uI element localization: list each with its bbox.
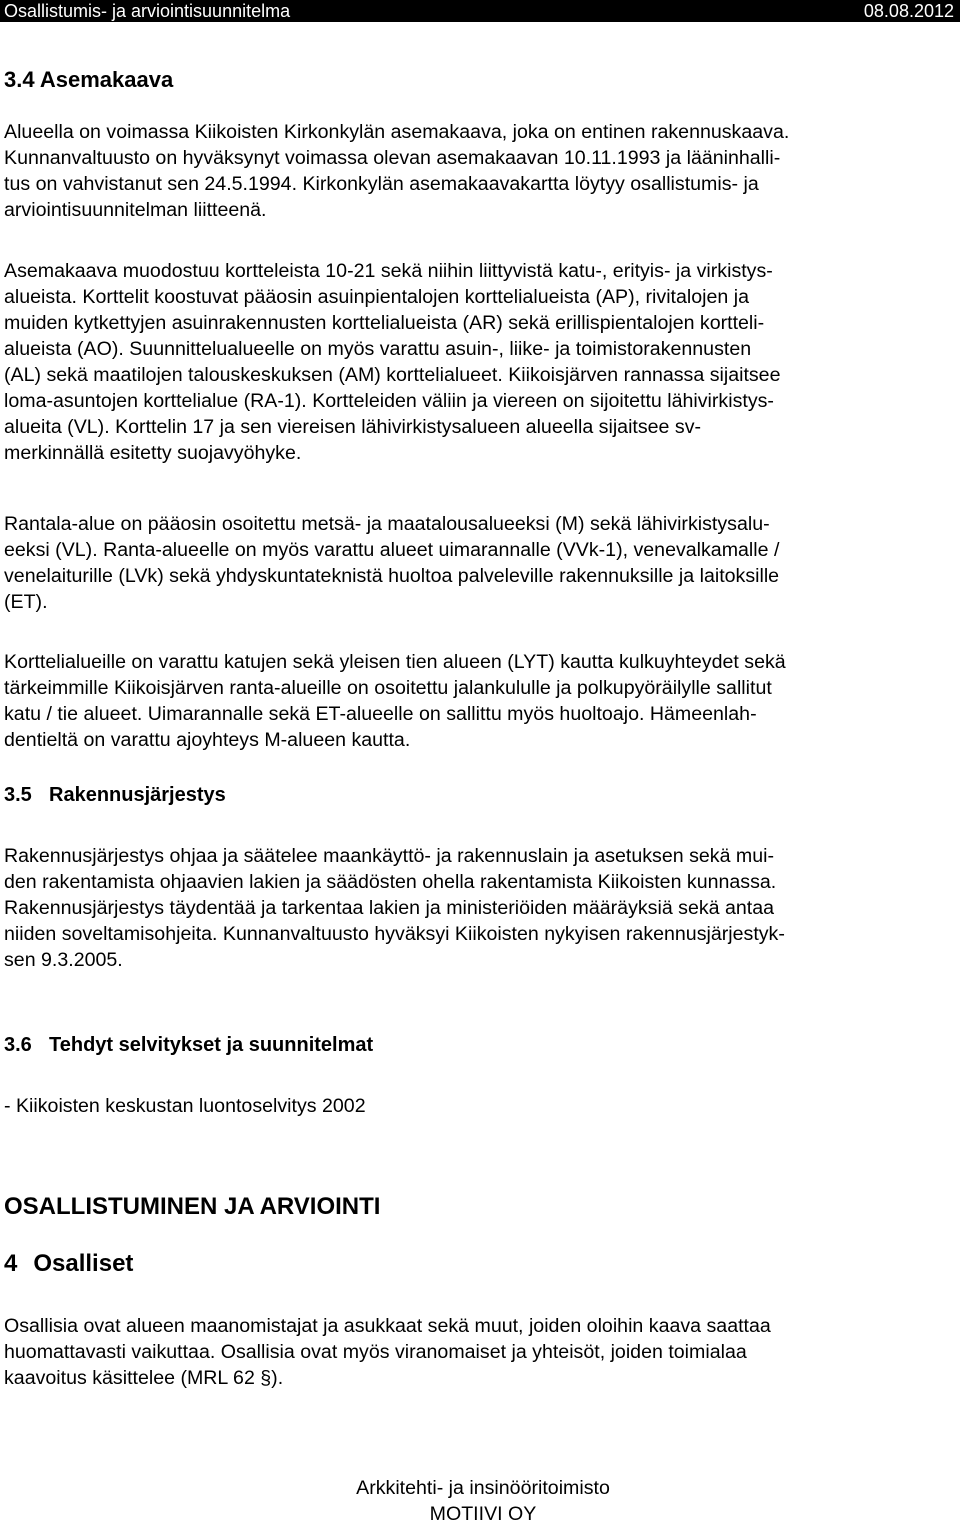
text-line: niiden soveltamisohjeita. Kunnanvaltuusto hyväksyi Kiikoisten nykyisen rakennusjärjestyk- — [4, 923, 785, 945]
text-line: tärkeimmille Kiikoisjärven ranta-alueille on osoitettu jalankululle ja polkupyöräilylle sallitut — [4, 677, 772, 699]
text-line: katu / tie alueet. Uimarannalle sekä ET-alueelle on sallittu myös huoltoajo. Hämeenlah- — [4, 703, 757, 725]
page-footer — [0, 1475, 960, 1527]
text-line: huomattavasti vaikuttaa. Osallisia ovat myös viranomaiset ja yhteisöt, joiden toimialaa — [4, 1341, 747, 1363]
footer-company-name: MOTIIVI OY — [429, 1503, 537, 1525]
section-number: 4 — [4, 1250, 18, 1277]
document-date: 08.08.2012 — [863, 1, 954, 21]
text-line: den rakentamista ohjaavien lakien ja säädösten ohella rakentamista Kiikoisten kunnassa. — [4, 871, 777, 893]
text-line: venelaiturille (LVk) sekä yhdyskuntateknistä huoltoa palveleville rakennuksille ja laitoksille — [4, 565, 780, 587]
text-line: tus on vahvistanut sen 24.5.1994. Kirkonkylän asemakaavakartta löytyy osallistumis- ja — [4, 173, 759, 195]
text-line: (ET). — [4, 591, 48, 613]
running-header — [0, 0, 960, 22]
text-line: Kunnanvaltuusto on hyväksynyt voimassa olevan asemakaavan 10.11.1993 ja lääninhalli- — [4, 147, 781, 169]
text-line: alueista. Korttelit koostuvat pääosin asuinpientalojen korttelialueista (AP), rivitalojen ja — [4, 286, 749, 308]
section-heading-4 — [4, 1249, 133, 1279]
section-title: Tehdyt selvitykset ja suunnitelmat — [49, 1034, 374, 1056]
section-heading-3-6 — [4, 1032, 373, 1058]
section-heading-3-4: 3.4 Asemakaava — [4, 67, 174, 92]
text-line: Rantala-alue on pääosin osoitettu metsä- ja maatalousalueeksi (M) sekä lähivirkistysalu- — [4, 513, 770, 535]
text-line: alueista (AO). Suunnittelualueelle on myös varattu asuin-, liike- ja toimistorakennusten — [4, 338, 752, 360]
section-number: 3.5 — [4, 784, 32, 806]
section-number: 3.6 — [4, 1034, 32, 1056]
text-line: arviointisuunnitelman liitteenä. — [4, 199, 267, 221]
text-line: Rakennusjärjestys täydentää ja tarkentaa lakien ja ministeriöiden määräyksiä sekä antaa — [4, 897, 775, 919]
section-title: Osalliset — [33, 1250, 134, 1277]
text-line: eeksi (VL). Ranta-alueelle on myös varattu alueet uimarannalle (VVk-1), venevalkamalle / — [4, 539, 780, 561]
text-line: dentieltä on varattu ajoyhteys M-alueen kautta. — [4, 729, 411, 751]
text-line: kaavoitus käsittelee (MRL 62 §). — [4, 1367, 284, 1389]
text-line: Asemakaava muodostuu kortteleista 10-21 sekä niihin liittyvistä katu-, erityis- ja virkistys- — [4, 260, 773, 282]
text-line: alueita (VL). Korttelin 17 ja sen viereisen lähivirkistysalueen alueella sijaitsee sv- — [4, 416, 702, 438]
section-title: Rakennusjärjestys — [49, 784, 226, 806]
text-line: loma-asuntojen korttelialue (RA-1). Kortteleiden väliin ja viereen on sijoitettu lähivirkistys- — [4, 390, 774, 412]
list-item: - Kiikoisten keskustan luontoselvitys 2002 — [4, 1095, 366, 1117]
text-line: muiden kytkettyjen asuinrakennusten korttelialueista (AR) sekä erillispientalojen kortteli- — [4, 312, 765, 334]
text-line: merkinnällä esitetty suojavyöhyke. — [4, 442, 302, 464]
document-title: Osallistumis- ja arviointisuunnitelma — [4, 1, 291, 21]
text-line: Korttelialueille on varattu katujen sekä yleisen tien alueen (LYT) kautta kulkuyhteydet sekä — [4, 651, 786, 673]
text-line: (AL) sekä maatilojen talouskeskuksen (AM) korttelialueet. Kiikoisjärven rannassa sijaitsee — [4, 364, 781, 386]
text-line: Rakennusjärjestys ohjaa ja säätelee maankäyttö- ja rakennuslain ja asetuksen sekä mui- — [4, 845, 775, 867]
text-line: Alueella on voimassa Kiikoisten Kirkonkylän asemakaava, joka on entinen rakennuskaava. — [4, 121, 790, 143]
text-line: sen 9.3.2005. — [4, 949, 123, 971]
main-heading: OSALLISTUMINEN JA ARVIOINTI — [4, 1193, 381, 1220]
section-heading-3-5 — [4, 782, 226, 808]
footer-company-type: Arkkitehti- ja insinööritoimisto — [356, 1477, 610, 1499]
text-line: Osallisia ovat alueen maanomistajat ja asukkaat sekä muut, joiden oloihin kaava saattaa — [4, 1315, 771, 1337]
